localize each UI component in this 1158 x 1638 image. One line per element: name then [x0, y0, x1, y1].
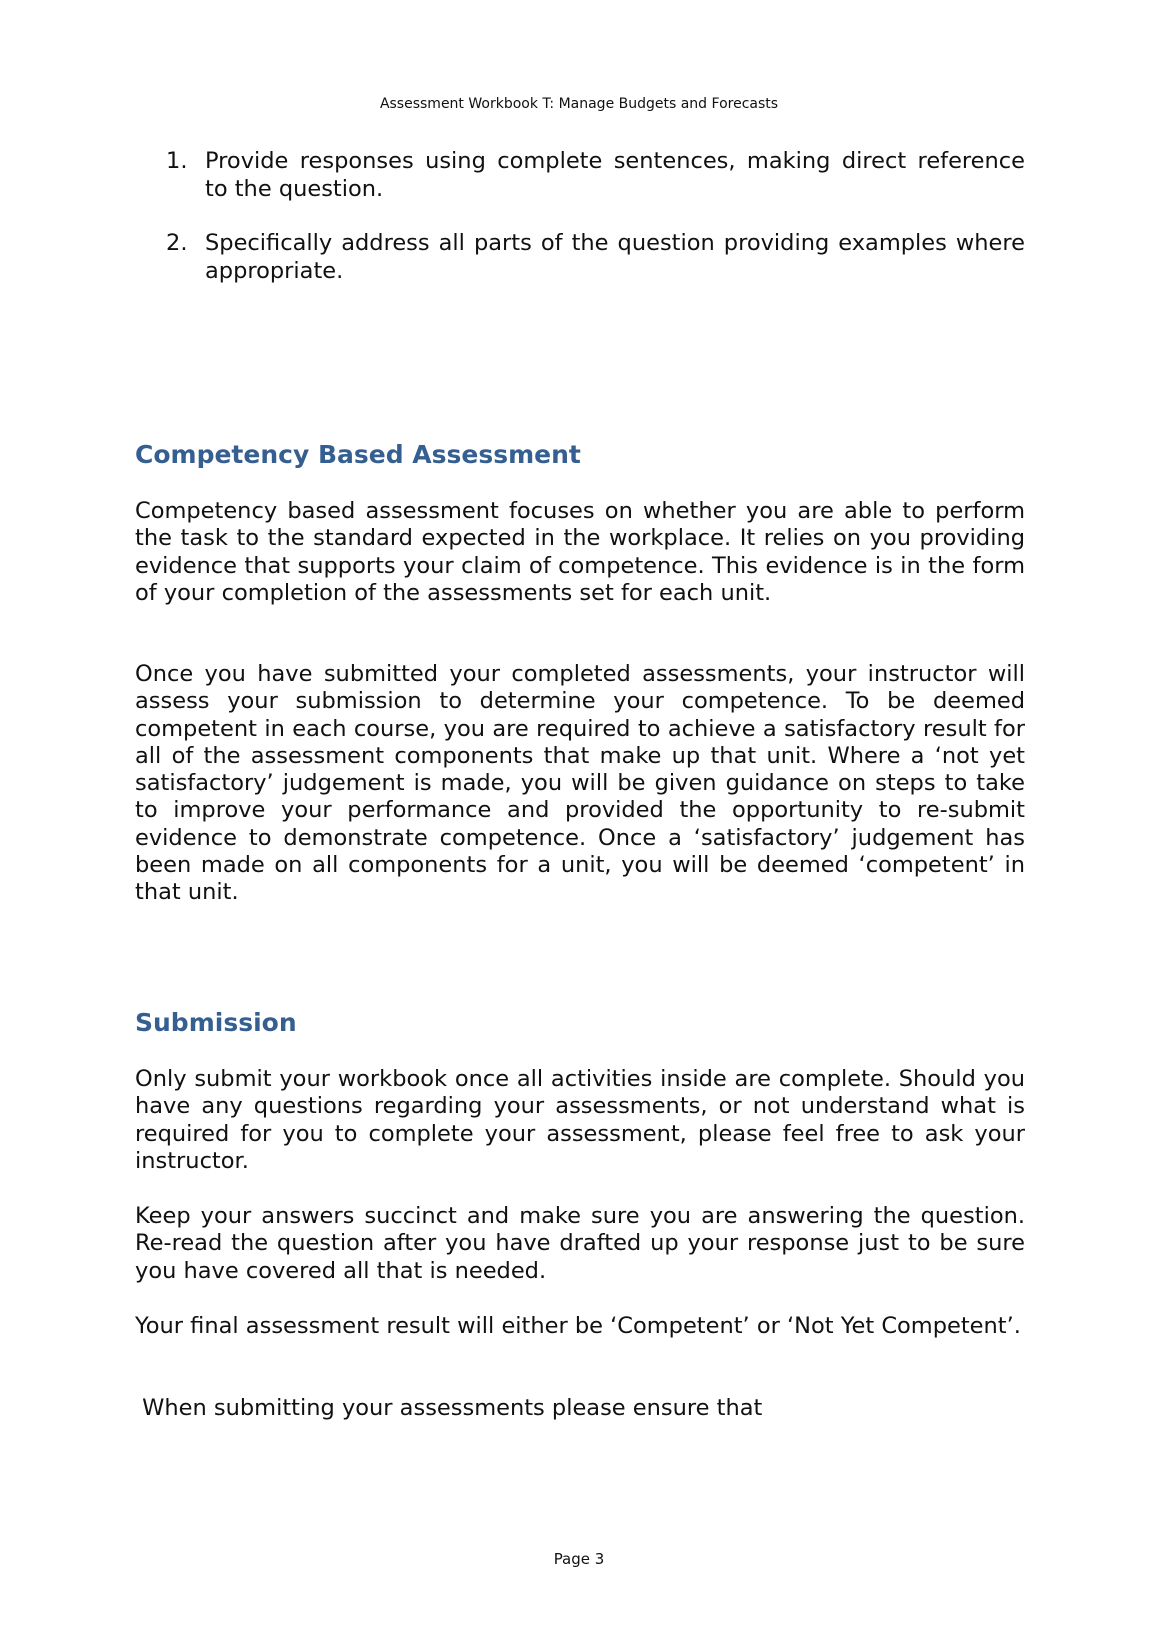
page-number: Page 3 — [553, 1550, 605, 1568]
competency-paragraph-1: Competency based assessment focuses on whether you are able to perform the task to the standard expected in the workplace. It relies on you providing evidence that supports your claim of competence. This evidence is in the form of your completion of the assessments set for each unit. — [135, 498, 1025, 606]
list-item-number: 1. — [166, 148, 188, 174]
submission-paragraph-3: Your final assessment result will either be ‘Competent’ or ‘Not Yet Competent’. — [135, 1313, 1021, 1339]
list-item-number: 2. — [166, 230, 188, 256]
instructions-list — [166, 148, 1025, 312]
list-item — [166, 148, 1025, 203]
list-item-text: Provide responses using complete sentences, making direct reference to the question. — [205, 148, 1025, 202]
competency-paragraph-2: Once you have submitted your completed assessments, your instructor will assess your submission to determine your competence. To be deemed competent in each course, you are required to achieve a satisfactory result for all of the assessment components that make up that unit. Where a ‘not yet satisfactory’ judgement is made, you will be given guidance on steps to take to improve your performance and provided the opportunity to re-submit evidence to demonstrate competence. Once a ‘satisfactory’ judgement has been made on all components for a unit, you will be deemed ‘competent’ in that unit. — [135, 661, 1025, 906]
list-item — [166, 230, 1025, 285]
page-header: Assessment Workbook T: Manage Budgets and Forecasts — [379, 96, 779, 112]
submission-heading: Submission — [135, 1008, 297, 1037]
submission-paragraph-4: When submitting your assessments please ensure that — [135, 1395, 763, 1421]
submission-paragraph-2: Keep your answers succinct and make sure you are answering the question. Re-read the question after you have drafted up your response just to be sure you have covered all that is needed. — [135, 1203, 1025, 1284]
competency-heading: Competency Based Assessment — [135, 440, 581, 469]
list-item-text: Specifically address all parts of the question providing examples where appropriate. — [205, 230, 1025, 284]
submission-paragraph-1: Only submit your workbook once all activities inside are complete. Should you have any questions regarding your assessments, or not understand what is required for you to complete your assessment, please feel free to ask your instructor. — [135, 1066, 1025, 1174]
